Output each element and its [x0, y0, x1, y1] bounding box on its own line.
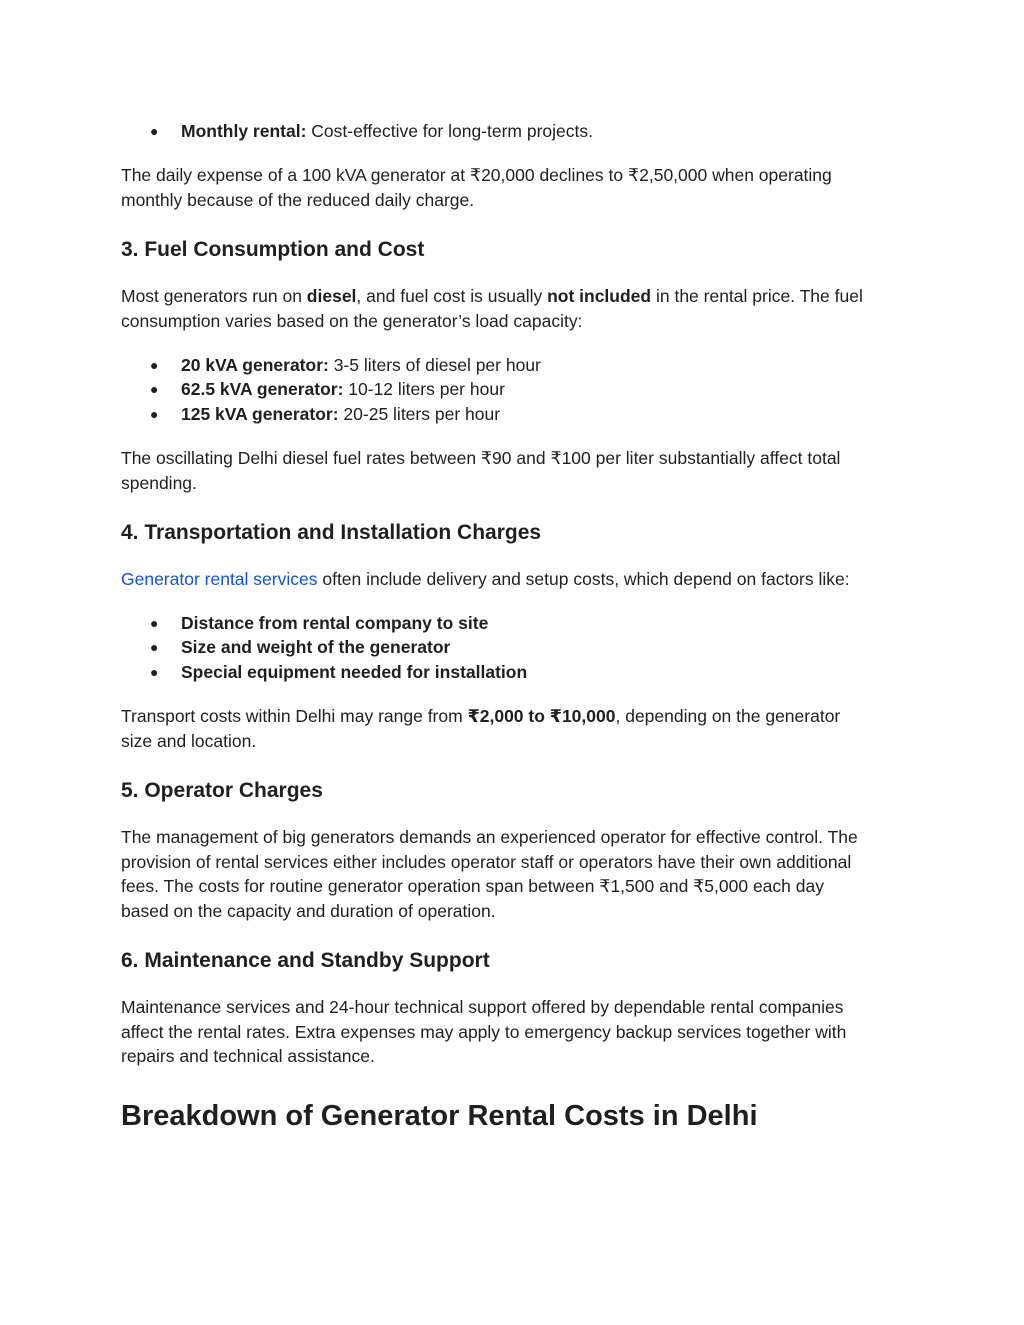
list-item-label: Special equipment needed for installation	[181, 661, 528, 682]
list-item-label: Size and weight of the generator	[181, 637, 451, 658]
paragraph-line: The management of big generators demands an experienced operator for effective control. The	[121, 827, 858, 847]
paragraph-line: monthly because of the reduced daily charge.	[121, 189, 475, 210]
paragraph-line	[121, 567, 911, 592]
text-run-bold: ₹2,000 to ₹10,000	[467, 706, 616, 726]
list-item-text: Cost-effective for long-term projects.	[306, 121, 594, 141]
list-item-label: Monthly rental:	[181, 121, 307, 141]
list-item-label: 62.5 kVA generator:	[181, 379, 344, 400]
transport-paragraph	[121, 567, 911, 592]
list-item-text: 3-5 liters of diesel per hour	[328, 355, 541, 375]
maintenance-paragraph	[121, 995, 911, 1069]
paragraph-line: Maintenance services and 24-hour technical support offered by dependable rental companies	[121, 997, 844, 1017]
paragraph-line: affect the rental rates. Extra expenses may apply to emergency backup services together with	[121, 1021, 847, 1042]
section-heading-operator: 5. Operator Charges	[121, 779, 323, 802]
list-item	[121, 660, 911, 684]
text-run-bold: not included	[547, 286, 652, 306]
bullet-icon: ●	[150, 405, 159, 422]
list-item	[121, 119, 911, 143]
list-item	[121, 377, 911, 401]
list-item-text: 20-25 liters per hour	[338, 403, 501, 424]
section-heading-fuel: 3. Fuel Consumption and Cost	[121, 238, 425, 261]
main-heading: Breakdown of Generator Rental Costs in Delhi	[121, 1100, 758, 1132]
paragraph-line: The daily expense of a 100 kVA generator at ₹20,000 declines to ₹2,50,000 when operating	[121, 165, 832, 185]
transport-list	[121, 611, 911, 684]
bullet-icon: ●	[150, 123, 159, 139]
paragraph-line	[121, 704, 911, 729]
fuel-paragraph	[121, 284, 911, 333]
bullet-icon: ●	[150, 663, 159, 680]
list-item-label: Distance from rental company to site	[181, 613, 489, 633]
intro-paragraph	[121, 163, 911, 212]
text-run-bold: diesel	[306, 286, 357, 306]
fuel-closing-paragraph	[121, 446, 911, 495]
paragraph-line: The oscillating Delhi diesel fuel rates between ₹90 and ₹100 per liter substantially affect total	[121, 448, 841, 468]
fuel-list	[121, 353, 911, 426]
text-run: , and fuel cost is usually	[356, 286, 548, 306]
generator-rental-services-link[interactable]: Generator rental services	[121, 569, 318, 589]
list-item-label: 20 kVA generator:	[181, 355, 329, 375]
transport-closing-paragraph	[121, 704, 911, 753]
paragraph-line	[121, 284, 911, 309]
paragraph-line: consumption varies based on the generator’s load capacity:	[121, 310, 583, 331]
list-item	[121, 353, 911, 377]
list-item	[121, 611, 911, 635]
paragraph-line: repairs and technical assistance.	[121, 1046, 375, 1066]
text-run: Most generators run on	[121, 286, 307, 306]
text-run: , depending on the generator	[615, 706, 841, 726]
bullet-icon: ●	[150, 615, 159, 631]
bullet-icon: ●	[150, 639, 159, 656]
paragraph-line: size and location.	[121, 730, 257, 751]
operator-paragraph	[121, 825, 911, 923]
section-heading-transport: 4. Transportation and Installation Charges	[121, 521, 542, 544]
intro-list	[121, 119, 911, 143]
bullet-icon: ●	[150, 381, 159, 398]
list-item-label: 125 kVA generator:	[181, 403, 339, 424]
paragraph-line: fees. The costs for routine generator operation span between ₹1,500 and ₹5,000 each day	[121, 876, 824, 896]
text-run: often include delivery and setup costs, which depend on factors like:	[317, 569, 850, 589]
text-run: Transport costs within Delhi may range from	[121, 706, 468, 726]
section-heading-maintenance: 6. Maintenance and Standby Support	[121, 949, 490, 972]
paragraph-line: spending.	[121, 472, 197, 493]
bullet-icon: ●	[150, 357, 159, 373]
list-item	[121, 635, 911, 659]
list-item-text: 10-12 liters per hour	[343, 379, 505, 400]
list-item	[121, 402, 911, 426]
paragraph-line: based on the capacity and duration of operation.	[121, 900, 496, 921]
paragraph-line: provision of rental services either includes operator staff or operators have their own additional	[121, 851, 852, 872]
text-run: in the rental price. The fuel	[651, 286, 863, 306]
